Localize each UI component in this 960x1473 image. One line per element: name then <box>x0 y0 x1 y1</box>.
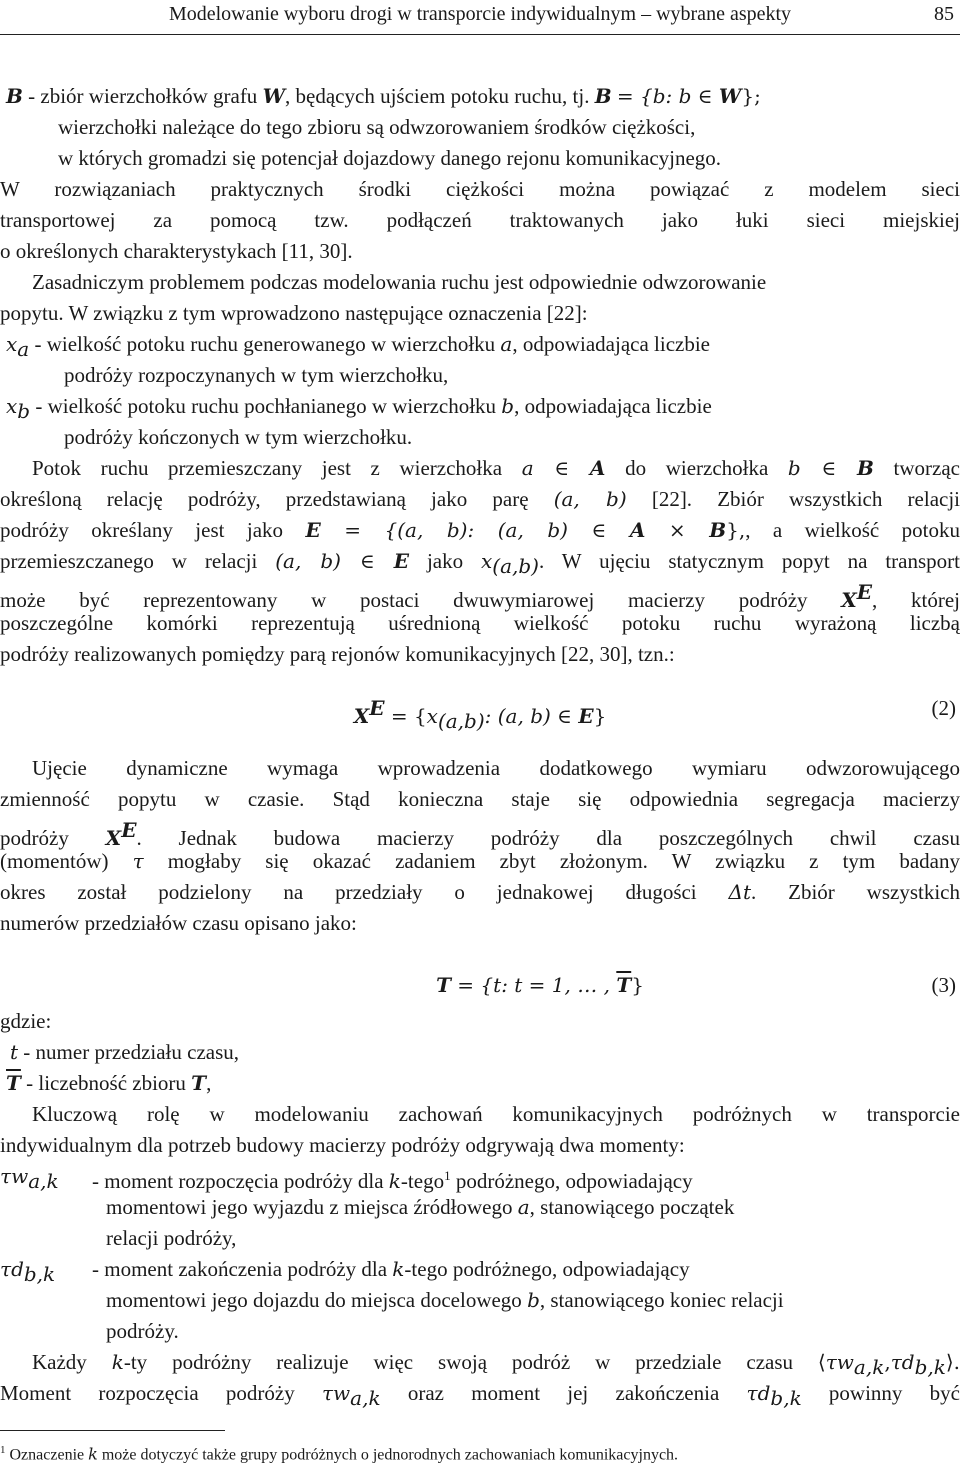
symbol-B: B <box>6 84 23 108</box>
paragraph-1-line-3: o określonych charakterystykach [11, 30]. <box>0 239 353 263</box>
def-xa-line-2: podróży rozpoczynanych w tym wierzchołku, <box>64 363 449 387</box>
def-td-line-1: - moment zakończenia podróży dla k-tego podróżnego, odpowiadający <box>92 1257 690 1281</box>
header-title: Modelowanie wyboru drogi w transporcie indywidualnym – wybrane aspekty <box>168 3 792 25</box>
paragraph-6-line-2: Moment rozpoczęcia podróży $\tau w_{a,k}$ oraz moment jej zakończenia $\tau d_{b,k}$ powinny być <box>0 1381 960 1411</box>
paragraph-3-line-2: określoną relację podróży, przedstawianą jako parę (a, b) [22]. Zbiór wszystkich relacji <box>0 487 960 511</box>
def-td-line-2: momentowi jego dojazdu do miejsca docelowego b, stanowiącego koniec relacji <box>106 1288 784 1312</box>
paragraph-5-line-2: indywidualnym dla potrzeb budowy macierzy podróży odgrywają dwa momenty: <box>0 1133 685 1157</box>
paragraph-4-line-4: (momentów) τ mogłaby się okazać zadaniem zbyt złożonym. W związku z tym badany <box>0 849 960 873</box>
symbol-td: $\tau d_{b,k}$ <box>0 1257 56 1287</box>
paragraph-3-line-6: poszczególne komórki reprezentują uśrednioną wielkość potoku ruchu wyrażoną liczbą <box>0 611 960 635</box>
page-number: 85 <box>934 3 954 25</box>
paragraph-4-line-2: zmienność popytu w czasie. Stąd konieczna staje się odpowiednia segregacja macierzy <box>0 787 960 811</box>
equation-3: T = {t: t = 1, … , $\overline{T}$} (3) <box>0 967 960 1003</box>
paragraph-3-line-5: może być reprezentowany w postaci dwuwymiarowej macierzy podróży $X^E$, której <box>0 580 960 612</box>
paragraph-2-line-1: Zasadniczym problemem podczas modelowania ruchu jest odpowiednie odwzorowanie <box>32 270 767 294</box>
footnote: $^1$ Oznaczenie k może dotyczyć także grupy podróżnych o jednorodnych zachowaniach komunikacyjnych. <box>0 1444 679 1464</box>
paragraph-3-line-4: przemieszczanego w relacji (a, b) ∈ E jako $x_{(a,b)}$. W ujęciu statycznym popyt na transport <box>0 549 960 579</box>
footnote-marker: 1 <box>444 1168 451 1183</box>
equation-number: (3) <box>931 973 956 997</box>
def-tw-line-3: relacji podróży, <box>106 1226 237 1250</box>
def-t: t - numer przedziału czasu, <box>10 1040 240 1064</box>
equation-2: $X^E = \{x_{(a,b)}$: (a, b) ∈ E} (2) <box>0 690 960 726</box>
def-B-line-2: wierzchołki należące do tego zbioru są odwzorowaniem środków ciężkości, <box>58 115 696 139</box>
def-xb-line-2: podróży kończonych w tym wierzchołku. <box>64 425 413 449</box>
paragraph-4-line-3: podróży $X^E$. Jednak budowa macierzy podróży dla poszczególnych chwil czasu <box>0 818 960 850</box>
paragraph-3-line-3: podróży określany jest jako E = {(a, b): (a, b) ∈ A × B},, a wielkość potoku <box>0 518 960 542</box>
def-td-line-3: podróży. <box>106 1319 179 1343</box>
def-tw-line-2: momentowi jego wyjazdu z miejsca źródłowego a, stanowiącego początek <box>106 1195 735 1219</box>
symbol-tw: $\tau w_{a,k}$ <box>0 1164 59 1194</box>
paragraph-4-line-6: numerów przedziałów czasu opisano jako: <box>0 911 357 935</box>
paragraph-4-line-5: okres został podzielony na przedziały o jednakowej długości Δt. Zbiór wszystkich <box>0 880 960 904</box>
def-xa-line-1: $x_a$ - wielkość potoku ruchu generowanego w wierzchołku a, odpowiadająca liczbie <box>6 332 710 362</box>
def-B-line-1: B - zbiór wierzchołków grafu W, będących ujściem potoku ruchu, tj. B = {b: b ∈ W}; <box>6 84 761 108</box>
def-T-bar: $\overline{T}$ - liczebność zbioru T, <box>6 1071 212 1095</box>
paragraph-2-line-2: popytu. W związku z tym wprowadzono następujące oznaczenia [22]: <box>0 301 588 325</box>
equation-number: (2) <box>931 696 956 720</box>
paragraph-3-line-7: podróży realizowanych pomiędzy parą rejonów komunikacyjnych [22, 30], tzn.: <box>0 642 675 666</box>
running-header <box>0 0 960 35</box>
paragraph-5-line-1: Kluczową rolę w modelowaniu zachowań komunikacyjnych podróżnych w transporcie <box>32 1102 960 1126</box>
paragraph-1-line-2: transportowej za pomocą tzw. podłączeń traktowanych jako łuki sieci miejskiej <box>0 208 960 232</box>
def-tw-line-1: - moment rozpoczęcia podróży dla k-tego$^1$ podróżnego, odpowiadający <box>92 1168 693 1193</box>
paragraph-4-line-1: Ujęcie dynamiczne wymaga wprowadzenia dodatkowego wymiaru odwzorowującego <box>32 756 960 780</box>
footnote-rule <box>0 1430 225 1431</box>
where-label: gdzie: <box>0 1009 52 1033</box>
def-B-line-3: w których gromadzi się potencjał dojazdowy danego rejonu komunikacyjnego. <box>58 146 722 170</box>
paragraph-3-line-1: Potok ruchu przemieszczany jest z wierzchołka a ∈ A do wierzchołka b ∈ B tworząc <box>32 456 960 480</box>
paragraph-6-line-1: Każdy k-ty podróżny realizuje więc swoją podróż w przedziale czasu $⟨\tau w_{a,k},\tau d_{b,k}⟩$. <box>32 1350 960 1380</box>
paragraph-1-line-1: W rozwiązaniach praktycznych środki ciężkości można powiązać z modelem sieci <box>0 177 960 201</box>
def-xb-line-1: $x_b$ - wielkość potoku ruchu pochłanianego w wierzchołku b, odpowiadająca liczbie <box>6 394 712 424</box>
